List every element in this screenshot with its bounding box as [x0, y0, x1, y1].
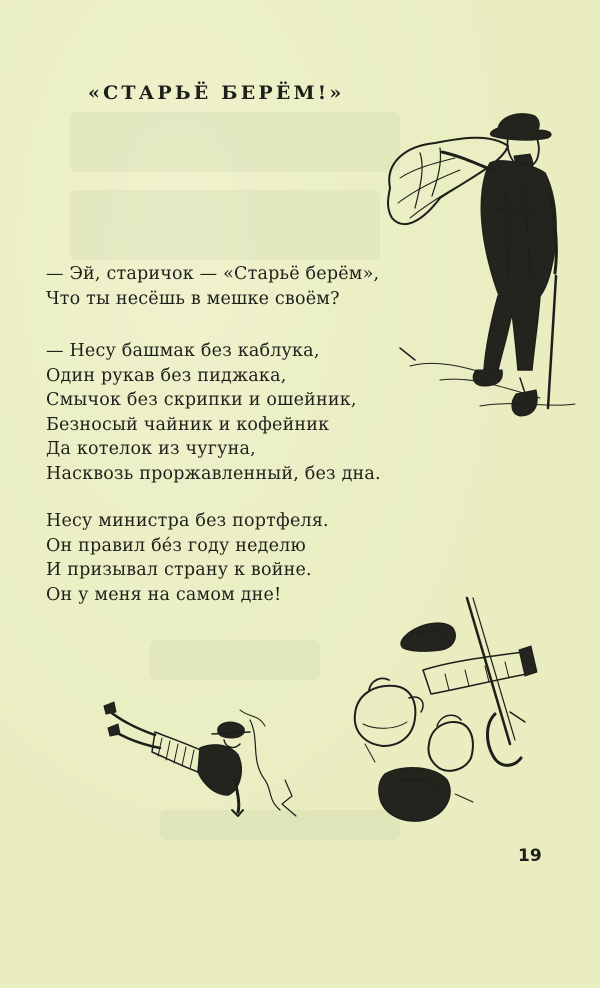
show-through-shadow: [150, 640, 320, 680]
poem-line: Он у меня на самом дне!: [46, 584, 282, 605]
stanza-2: [46, 339, 381, 486]
poem-line: Он правил бéз году неделю: [46, 535, 306, 556]
poem-line: Безносый чайник и кофейник: [46, 414, 330, 435]
show-through-shadow: [70, 190, 380, 260]
poem-line: Насквозь проржавленный, без дна.: [46, 463, 381, 484]
pile-of-junk-illustration: [345, 594, 545, 830]
stanza-1: [46, 262, 379, 311]
show-through-shadow: [70, 112, 400, 172]
poem-line: — Эй, старичок — «Старьё берём»,: [46, 264, 380, 284]
poem-title: «СТАРЬЁ БЕРЁМ!»: [88, 82, 345, 104]
poem-line: Да котелок из чугуна,: [46, 439, 256, 459]
falling-minister-illustration: [100, 700, 310, 830]
page-number: 19: [518, 846, 542, 866]
poem-line: И призывал страну к войне.: [46, 560, 312, 580]
poem-line: Что ты несёшь в мешке своём?: [46, 288, 340, 309]
poem-line: — Несу башмак без каблука,: [46, 341, 320, 361]
old-man-with-sack-illustration: [380, 108, 580, 428]
poem-line: Несу министра без портфеля.: [46, 511, 329, 531]
stanza-3: [46, 509, 329, 607]
poem-line: Один рукав без пиджака,: [46, 365, 287, 386]
poem-line: Смычок без скрипки и ошейник,: [46, 390, 357, 410]
